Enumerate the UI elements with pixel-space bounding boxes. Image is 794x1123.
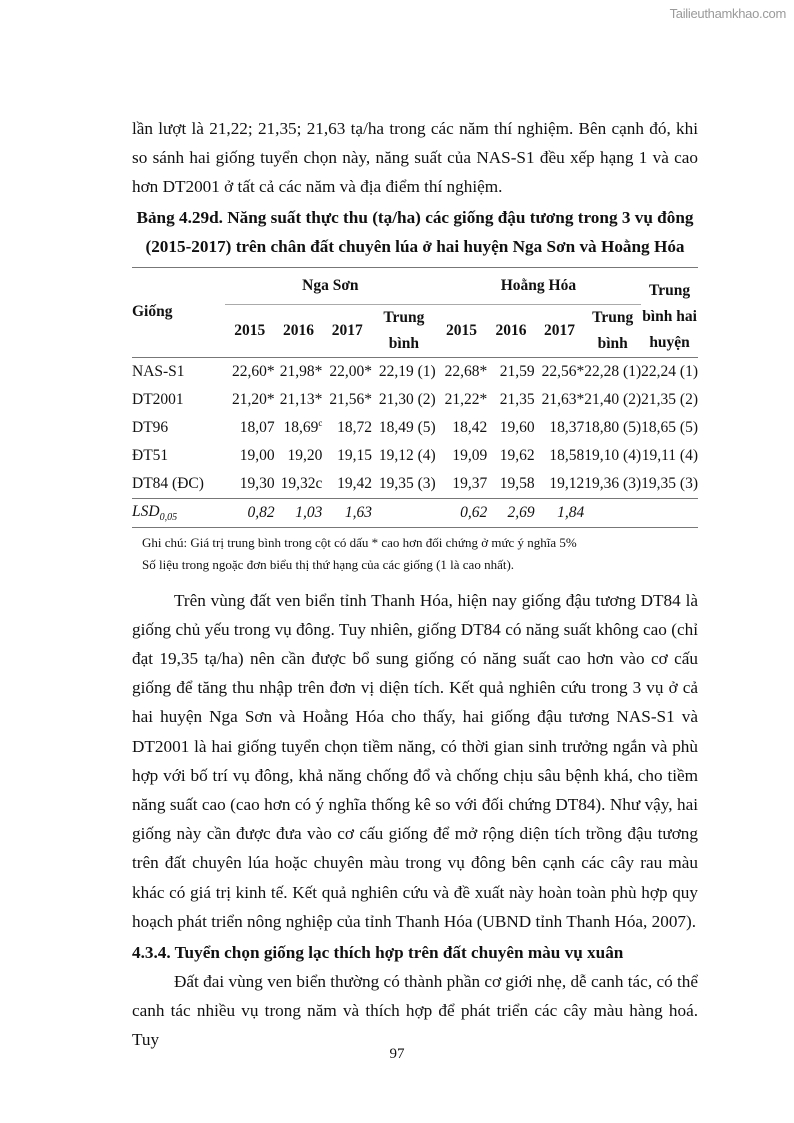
- cell-ns-2016: 21,98*: [279, 362, 323, 380]
- cell-lsd-label: [132, 498, 225, 527]
- cell-hh-2016: 19,58: [499, 474, 535, 492]
- cell-variety: ĐT51: [132, 446, 169, 464]
- cell-ns-2015: 18,07: [239, 418, 275, 436]
- table-row: [132, 442, 698, 470]
- header-ns-2015: 2015: [225, 304, 275, 357]
- table-note-1: Ghi chú: Giá trị trung bình trong cột có dấu * cao hơn đối chứng ở mức ý nghĩa 5%: [142, 534, 577, 550]
- cell-ns-2017: 18,72: [337, 418, 373, 436]
- cell-hh-avg: 22,28 (1): [584, 362, 642, 380]
- table-caption: [132, 203, 698, 261]
- cell-lsd-ns-2016: 1,03: [275, 498, 323, 527]
- cell-ns-avg: 19,12 (4): [378, 446, 436, 464]
- cell-ns-2017: 19,42: [337, 474, 373, 492]
- cell-variety: DT84 (ĐC): [132, 474, 204, 492]
- cell-hh-2017: 19,12: [549, 474, 585, 492]
- header-nga-son: Nga Sơn: [225, 267, 436, 304]
- cell-overall: 22,24 (1): [641, 362, 698, 380]
- header-overall-line1: Trung: [641, 267, 698, 304]
- header-hh-avg-line2: bình: [597, 334, 628, 352]
- cell-ns-2016-superscript: c: [318, 418, 323, 429]
- cell-hh-2016: 19,62: [499, 446, 535, 464]
- cell-variety: DT96: [132, 418, 169, 436]
- header-ns-avg-line1: Trung: [383, 308, 425, 326]
- section-heading: 4.3.4. Tuyển chọn giống lạc thích hợp trên đất chuyên màu vụ xuân: [132, 943, 624, 963]
- cell-hh-2016: 21,59: [499, 362, 535, 380]
- header-hh-2017: 2017: [535, 304, 585, 357]
- watermark: Tailieuthamkhao.com: [669, 6, 786, 21]
- cell-hh-avg: 21,40 (2): [584, 390, 642, 408]
- cell-ns-2016: 19,20: [287, 446, 323, 464]
- cell-overall: 21,35 (2): [641, 390, 698, 408]
- cell-lsd-ns-2017: 1,63: [322, 498, 372, 527]
- cell-lsd-hh-2016: 2,69: [487, 498, 534, 527]
- cell-hh-2016: 19,60: [499, 418, 535, 436]
- header-hh-avg: [584, 304, 641, 357]
- discussion-paragraph: Trên vùng đất ven biển tỉnh Thanh Hóa, hiện nay giống đậu tương DT84 là giống chủ yếu trong vụ đông. Tuy nhiên, giống DT84 có năng suất không cao (chỉ đạt 19,35 tạ/ha) nên cần được bổ sung giống có năng suất cao hơn vào cơ cấu giống để tăng thu nhập trên đơn vị diện tích. Kết quả nghiên cứu trong 3 vụ ở cả hai huyện Nga Sơn và Hoằng Hóa cho thấy, hai giống đậu tương NAS-S1 và DT2001 là hai giống tuyển chọn tiềm năng, có thời gian sinh trưởng ngắn và phù hợp với bố trí vụ đông, khả năng chống đổ và chống chịu sâu bệnh khá, cho tiềm năng suất cao (cao hơn có ý nghĩa thống kê so với đối chứng DT84). Như vậy, hai giống này cần được đưa vào cơ cấu giống để mở rộng diện tích trồng đậu tương trên đất chuyên lúa hoặc chuyên màu trong vụ đông bên cạnh các cây rau màu khác có giá trị kinh tế. Kết quả nghiên cứu và đề xuất này hoàn toàn phù hợp quy hoạch phát triển nông nghiệp của tỉnh Thanh Hóa (UBND tỉnh Thanh Hóa, 2007).: [132, 590, 698, 931]
- header-overall: [641, 304, 698, 357]
- cell-hh-2015: 22,68*: [444, 362, 488, 380]
- cell-ns-avg: 21,30 (2): [378, 390, 436, 408]
- cell-lsd-hh-2017: 1,84: [535, 498, 585, 527]
- page-number: 97: [389, 1046, 405, 1062]
- table-row-lsd: [132, 498, 698, 527]
- table-notes: [142, 532, 698, 576]
- header-hh-avg-line1: Trung: [592, 308, 634, 326]
- header-overall-line2: bình hai: [642, 308, 697, 326]
- table-row: [132, 357, 698, 386]
- header-overall-line3: huyện: [649, 334, 690, 352]
- cell-ns-2016-value: 18,69: [283, 419, 319, 437]
- cell-lsd-overall: [641, 498, 698, 527]
- cell-hh-avg: 19,10 (4): [584, 446, 642, 464]
- cell-overall: 19,35 (3): [641, 474, 698, 492]
- cell-lsd-hh-avg: [584, 498, 641, 527]
- header-hoang-hoa: Hoằng Hóa: [436, 267, 641, 304]
- cell-hh-2017: 18,37: [549, 418, 585, 436]
- page-content: [132, 114, 698, 1055]
- header-hh-2015: 2015: [436, 304, 488, 357]
- cell-hh-2015: 18,42: [452, 418, 488, 436]
- cell-lsd-ns-avg: [372, 498, 436, 527]
- cell-lsd-hh-2015: 0,62: [436, 498, 488, 527]
- table-row: [132, 470, 698, 499]
- cell-hh-avg: 18,80 (5): [584, 418, 642, 436]
- header-variety: Giống: [132, 267, 225, 357]
- header-ns-avg: [372, 304, 436, 357]
- cell-ns-avg: 22,19 (1): [378, 362, 436, 380]
- cell-ns-2015: 19,00: [239, 446, 275, 464]
- section-paragraph: Đất đai vùng ven biển thường có thành phần cơ giới nhẹ, dễ canh tác, có thể canh tác nhiều vụ trong năm và thích hợp để phát triển các cây màu hàng hoá. Tuy: [132, 972, 698, 1050]
- table-caption-line-2: (2015-2017) trên chân đất chuyên lúa ở hai huyện Nga Sơn và Hoằng Hóa: [145, 236, 685, 256]
- header-ns-2017: 2017: [322, 304, 372, 357]
- cell-hh-2015: 21,22*: [444, 390, 488, 408]
- cell-ns-2017: 19,15: [337, 446, 373, 464]
- cell-hh-2015: 19,37: [452, 474, 488, 492]
- cell-ns-2015: 19,30: [239, 474, 275, 492]
- cell-variety: DT2001: [132, 390, 184, 408]
- cell-ns-2016: [275, 414, 323, 442]
- cell-hh-2017: 22,56*: [541, 362, 585, 380]
- lsd-label-subscript: 0,05: [159, 511, 178, 523]
- cell-ns-2015: 22,60*: [232, 362, 275, 380]
- cell-hh-2017: 18,58: [549, 446, 585, 464]
- cell-variety: NAS-S1: [132, 362, 185, 380]
- cell-ns-2016: 21,13*: [279, 390, 323, 408]
- lsd-label: LSD: [132, 502, 160, 520]
- cell-hh-avg: 19,36 (3): [584, 474, 642, 492]
- header-hh-2016: 2016: [487, 304, 534, 357]
- cell-ns-2015: 21,20*: [232, 390, 275, 408]
- table-note-2: Số liệu trong ngoặc đơn biểu thị thứ hạng của các giống (1 là cao nhất).: [142, 556, 515, 572]
- table-row: [132, 414, 698, 442]
- cell-overall: 18,65 (5): [641, 418, 698, 436]
- header-ns-avg-line2: bình: [388, 334, 419, 352]
- cell-ns-2017: 21,56*: [329, 390, 373, 408]
- cell-overall: 19,11 (4): [641, 446, 698, 464]
- cell-hh-2016: 21,35: [499, 390, 535, 408]
- table-row: [132, 386, 698, 414]
- cell-lsd-ns-2015: 0,82: [225, 498, 275, 527]
- cell-hh-2015: 19,09: [452, 446, 488, 464]
- intro-paragraph: lần lượt là 21,22; 21,35; 21,63 tạ/ha trong các năm thí nghiệm. Bên cạnh đó, khi so sánh hai giống tuyển chọn này, năng suất của NAS-S1 đều xếp hạng 1 và cao hơn DT2001 ở tất cả các năm và địa điểm thí nghiệm.: [132, 119, 698, 197]
- cell-hh-2017: 21,63*: [541, 390, 585, 408]
- cell-ns-2017: 22,00*: [329, 362, 373, 380]
- cell-ns-2016: 19,32c: [280, 474, 323, 492]
- header-ns-2016: 2016: [275, 304, 323, 357]
- table-caption-line-1: Bảng 4.29d. Năng suất thực thu (tạ/ha) các giống đậu tương trong 3 vụ đông: [136, 207, 694, 227]
- cell-ns-avg: 19,35 (3): [378, 474, 436, 492]
- yield-table: [132, 267, 698, 528]
- cell-ns-avg: 18,49 (5): [378, 418, 436, 436]
